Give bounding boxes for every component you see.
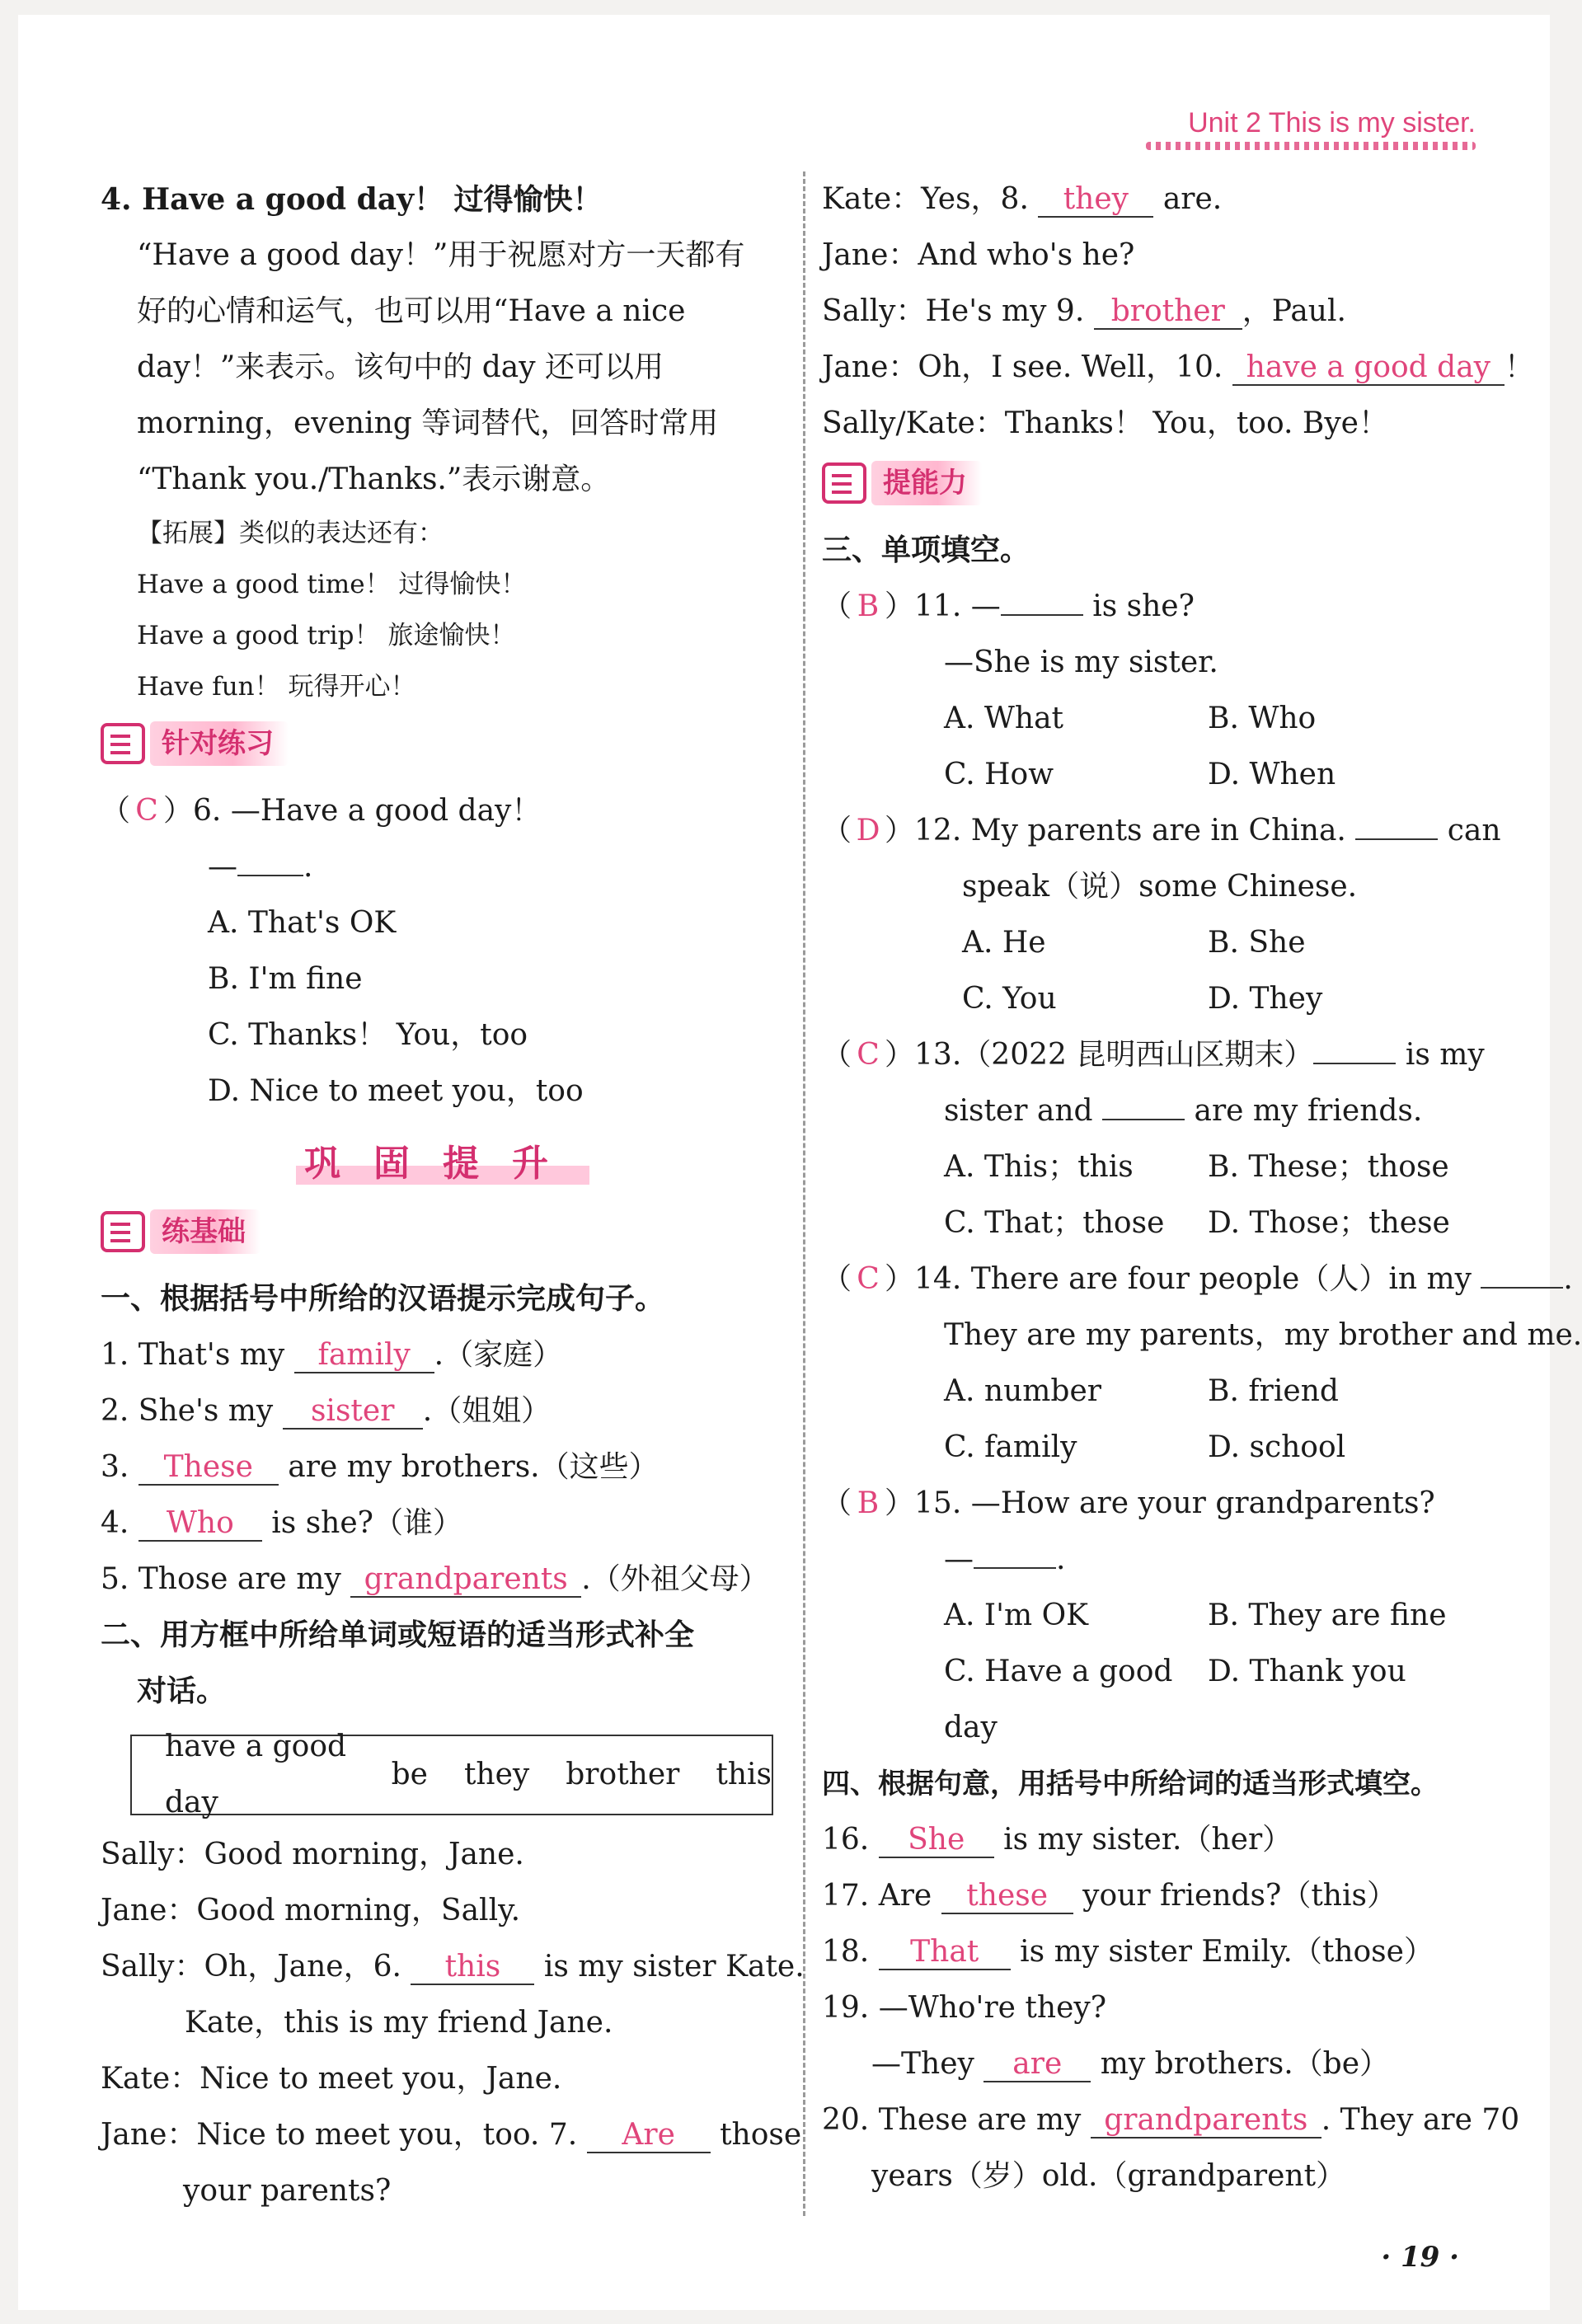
dialogue-line: your parents? [183,2174,392,2208]
option: B. These；those [1208,1150,1449,1184]
question-12: （ D ）12. My parents are in China. can [822,803,1514,859]
answer-text: sister [283,1395,423,1430]
fill-item-5: 5. Those are my grandparents .（外祖父母） [101,1562,769,1596]
fill-item-19: 19. —Who're they? [822,1991,1107,2025]
unit-header: Unit 2 This is my sister. [1188,107,1476,139]
answer-text: grandparents [1091,2104,1321,2139]
option: B. I'm fine [208,962,363,996]
option: C. That；those [944,1206,1165,1240]
column-divider [803,171,805,2216]
explanation-line: “Have a good day！”用于祝愿对方一天都有 [137,238,745,272]
answer-blank [1313,1063,1396,1064]
fill-item-3: 3. These are my brothers.（这些） [101,1450,659,1484]
question-line: speak（说）some Chinese. [962,870,1358,904]
answer-text: this [411,1951,534,1985]
answer-blank [974,1567,1056,1569]
question-line: sister and are my friends. [944,1094,1423,1128]
explanation-line: 好的心情和运气，也可以用“Have a nice [137,294,686,328]
option: A. I'm OK [944,1599,1088,1632]
option: D. Nice to meet you，too [208,1074,584,1108]
dialogue-line: Sally：He's my 9. brother ，Paul. [822,294,1346,328]
consolidate-title: 巩固提升 [101,1136,785,1192]
question-line: — . [944,1542,1066,1576]
question-14: （ C ）14. There are four people（人）in my . [822,1251,1514,1308]
option: C. family [944,1430,1077,1464]
answer-mark: B [857,589,880,623]
answer-mark: C [857,1262,880,1296]
options-row [822,1644,1514,1756]
answer-text: they [1038,183,1153,218]
practice-badge: 针对练习 [101,717,289,770]
word-box [130,1730,773,1819]
question-line: —She is my sister. [944,646,1218,679]
fill-item-18: 18. That is my sister Emily.（those） [822,1935,1434,1969]
options-row [822,691,1514,747]
extension-title: 【拓展】类似的表达还有： [137,519,444,548]
fill-item-16: 16. She is my sister.（her） [822,1823,1293,1857]
basic-badge: 练基础 [101,1205,261,1258]
extension-item: Have fun！ 玩得开心！ [137,672,416,702]
question-6: （ C ）6. —Have a good day！ [101,783,785,839]
explanation-line: “Thank you./Thanks.”表示谢意。 [137,462,611,496]
options-row [822,971,1514,1027]
dialogue-line: Kate，this is my friend Jane. [185,2006,613,2040]
answer-text: brother [1094,295,1242,330]
option: C. You [962,982,1057,1016]
option: B. She [1208,926,1306,960]
answer-text: These [138,1451,279,1486]
options-row [822,915,1514,971]
header-underline [1146,142,1476,150]
option: B. Who [1208,702,1317,735]
section2-title: 二、用方框中所给单词或短语的适当形式补全 [101,1618,695,1652]
answer-blank [1355,838,1438,840]
option: C. Have a good day [944,1655,1173,1744]
section3-title: 三、单项填空。 [822,533,1030,567]
word-option: this [716,1758,772,1791]
answer-text: Who [138,1507,262,1542]
answer-blank [1102,1119,1185,1120]
fill-item-1: 1. That's my family .（家庭） [101,1338,563,1372]
question-15: （ B ）15. —How are your grandparents? [822,1476,1514,1532]
section1-title: 一、根据括号中所给的汉语提示完成句子。 [101,1282,665,1316]
fill-item-17: 17. Are these your friends?（this） [822,1879,1397,1913]
option: A. This；this [944,1150,1134,1184]
dialogue-line: Sally：Good morning，Jane. [101,1838,524,1871]
fill-item-20-cont: years（岁）old.（grandparent） [871,2159,1346,2193]
answer-text: grandparents [350,1563,581,1598]
option: B. They are fine [1208,1599,1447,1632]
question-13: （ C ）13.（2022 昆明西山区期末） is my [822,1027,1514,1083]
dialogue-line: Jane：And who's he? [822,238,1135,272]
answer-mark: C [857,1038,880,1072]
word-option: they [463,1758,530,1791]
fill-item-2: 2. She's my sister .（姐姐） [101,1394,552,1428]
answer-text: Are [587,2119,711,2153]
option: B. friend [1208,1374,1339,1408]
answer-blank [1001,614,1083,616]
options-row [822,1588,1514,1644]
option: D. Those；these [1208,1206,1450,1240]
answer-text: these [941,1880,1073,1914]
ability-badge: 提能力 [822,457,982,509]
extension-item: Have a good trip！ 旅途愉快！ [137,621,516,650]
dialogue-line: Jane：Nice to meet you，too. 7. Are those [101,2118,802,2152]
page-number: · 19 · [1381,2241,1459,2274]
word-option: have a good day [165,1730,347,1819]
answer-text: family [294,1339,434,1373]
answer-blank [237,875,303,876]
option: C. Thanks！ You，too [208,1018,528,1052]
dialogue-line: Sally/Kate：Thanks！ You，too. Bye！ [822,406,1388,440]
dialogue-line: Jane：Good morning，Sally. [101,1894,521,1927]
right-column [822,171,1582,2204]
options-row [822,1139,1514,1195]
section2-title-cont: 对话。 [137,1674,227,1708]
option: C. How [944,758,1054,791]
option: A. He [962,926,1046,960]
question-11: （ B ）11. — is she? [822,579,1514,635]
word-option: brother [566,1758,680,1791]
dialogue-line: Kate：Nice to meet you，Jane. [101,2062,562,2096]
answer-text: That [879,1936,1011,1970]
left-column [101,171,805,2219]
dialogue-line: Sally：Oh，Jane，6. this is my sister Kate. [101,1950,805,1984]
option: D. school [1208,1430,1346,1464]
option: A. number [944,1374,1101,1408]
option: D. Thank you [1208,1655,1406,1688]
answer-blank [1481,1287,1563,1289]
worksheet-page [18,15,1582,2310]
answer-text: are [983,2048,1091,2082]
option: A. That's OK [208,906,397,940]
answer-text: have a good day [1232,351,1505,386]
section4-title: 四、根据句意，用括号中所给词的适当形式填空。 [822,1768,1439,1801]
heart-card-icon [822,462,866,504]
fill-item-4: 4. Who is she?（谁） [101,1506,462,1540]
section4-title: 4. Have a good day！ 过得愉快！ [101,182,603,217]
explanation-line: day！”来表示。该句中的 day 还可以用 [137,350,664,384]
option: D. When [1208,758,1336,791]
fill-item-20: 20. These are my grandparents . They are 70 [822,2103,1520,2137]
option: A. What [944,702,1064,735]
explanation-line: morning，evening 等词替代，回答时常用 [137,406,719,440]
options-row [822,1420,1514,1476]
extension-item: Have a good time！ 过得愉快！ [137,570,527,599]
question-line: They are my parents，my brother and me. [944,1318,1582,1352]
books-icon [101,723,145,764]
answer-mark: D [856,814,880,847]
answer-mark: B [857,1486,880,1520]
pencil-note-icon [101,1211,145,1252]
dialogue-line: Jane：Oh，I see. Well，10. have a good day ！ [822,350,1534,384]
options-row [822,747,1514,803]
option: D. They [1208,982,1323,1016]
answer-text: She [879,1824,994,1858]
dialogue-line: Kate：Yes，8. they are. [822,182,1223,216]
options-row [822,1195,1514,1251]
word-option: be [391,1758,428,1791]
fill-item-19-reply: —They are my brothers.（be） [871,2047,1390,2081]
answer-mark: C [135,794,158,828]
question-6-reply: — . [208,850,313,884]
options-row [822,1364,1514,1420]
